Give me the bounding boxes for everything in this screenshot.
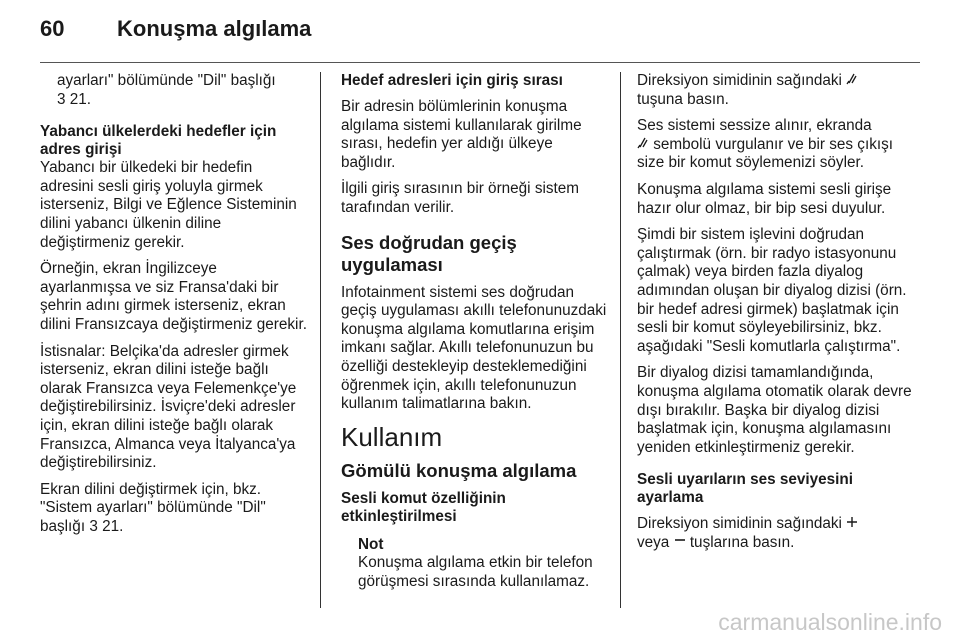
paragraph: Konuşma algılama sistemi sesli girişe hazır olur olmaz, bir bip sesi duyulur. <box>637 180 892 217</box>
paragraph <box>637 72 920 109</box>
paragraph-text: sembolü vurgulanır ve bir ses çıkışı size bir komut söylemenizi söyler. <box>637 135 893 172</box>
paragraph <box>637 117 920 173</box>
section-heading: Yabancı ülkelerdeki hedefler için adres girişi <box>40 123 277 159</box>
paragraph: Şimdi bir sistem işlevini doğrudan çalıştırmak (örn. bir radyo istasyonunu çalmak) veya birden fazla diyalog adımından oluşan bir diyalog dizisi (örn. bir hedef adresi girmek) başlatmak için sesli bir komut söyleyebilirsiniz, bkz. aşağıdaki "Sesli komutlarla çalıştırma". <box>637 226 907 355</box>
paragraph: İlgili giriş sırasının bir örneği sistem tarafından verilir. <box>341 180 580 216</box>
header-rule <box>40 62 920 63</box>
paragraph-text: Direksiyon simidinin sağındaki <box>637 515 842 533</box>
note-box <box>341 536 611 592</box>
note-text: Konuşma algılama etkin bir telefon görüşmesi sırasında kullanılamaz. <box>358 554 593 590</box>
column-divider <box>620 72 621 608</box>
subsection-heading: Sesli komut özelliğinin etkinleştirilmesi <box>341 489 506 525</box>
paragraph <box>637 515 920 552</box>
watermark: carmanualsonline.info <box>718 609 942 635</box>
section-heading: Ses doğrudan geçiş uygulaması <box>341 231 517 275</box>
paragraph-text: tuşuna basın. <box>637 90 729 108</box>
paragraph <box>40 481 310 537</box>
paragraph: İstisnalar: Belçika'da adresler girmek isterseniz, ekran dilini isteğe bağlı olarak Fransızca veya Felemenkçe'ye değiştirebilirsiniz. İsviçre'deki adresler için, ekran dilini isteğe bağlı olarak Fransızca, Almanca veya İtalyanca'ya değiştirebilirsiniz. <box>40 342 297 472</box>
column-divider <box>320 72 321 608</box>
paragraph-text: Ekran dilini değiştirmek için, bkz. "Sistem ayarları" bölümünde "Dil" başlığı <box>40 480 266 535</box>
paragraph: Örneğin, ekran İngilizceye ayarlanmışsa ve siz Fransa'daki bir şehrin adını girmek isterseniz, ekran dilini Fransızcaya değiştirmeniz gerekir. <box>40 260 307 333</box>
section-heading: Gömülü konuşma algılama <box>341 459 577 481</box>
column-3 <box>637 72 920 560</box>
paragraph: Yabancı bir ülkedeki bir hedefin adresini sesli giriş yoluyla girmek isterseniz, Bilgi ve Eğlence Sisteminin dilini yabancı ülkenin diline değiştirmeniz gerekir. <box>40 159 297 251</box>
chapter-title: Konuşma algılama <box>117 16 312 41</box>
paragraph-text: ayarları" bölümünde "Dil" başlığı <box>57 72 276 89</box>
note-title: Not <box>358 535 384 553</box>
chapter-heading: Kullanım <box>341 421 443 452</box>
page-number: 60 <box>40 16 65 41</box>
minus-icon <box>674 534 686 553</box>
paragraph <box>40 72 310 109</box>
paragraph-text: tuşlarına basın. <box>689 533 795 551</box>
paragraph: Bir diyalog dizisi tamamlandığında, konuşma algılama otomatik olarak devre dışı bırakılır. Başka bir diyalog dizisi başlatmak için, konuşma algılamasını yeniden etkinleştirmeniz gerekir. <box>637 364 912 456</box>
page-reference: 3 21. <box>57 90 92 108</box>
page-reference: 3 21. <box>89 517 124 535</box>
paragraph: Infotainment sistemi ses doğrudan geçiş uygulaması akıllı telefonunuzdaki konuşma algılama komutlarına erişim imkanı sağlar. Akıllı telefonunuzun bu özelliği destekleyip desteklemediğini öğrenmek için, akıllı telefonunuzun kullanım talimatlarına bakın. <box>341 283 607 413</box>
column-1 <box>40 72 310 544</box>
plus-icon <box>846 515 858 534</box>
voice-command-icon <box>846 72 858 91</box>
paragraph: Bir adresin bölümlerinin konuşma algılama sistemi kullanılarak girilme sırası, hedefin yer aldığı ülkeye bağlıdır. <box>341 98 582 171</box>
section-heading: Sesli uyarıların ses seviyesini ayarlama <box>637 471 853 507</box>
paragraph-text: Direksiyon simidinin sağındaki <box>637 72 842 89</box>
paragraph-text: Ses sistemi sessize alınır, ekranda <box>637 117 872 135</box>
section-heading: Hedef adresleri için giriş sırası <box>341 72 563 89</box>
column-2 <box>341 72 611 592</box>
page-header <box>40 16 920 56</box>
voice-command-icon <box>637 136 649 155</box>
paragraph-text: veya <box>637 533 670 551</box>
